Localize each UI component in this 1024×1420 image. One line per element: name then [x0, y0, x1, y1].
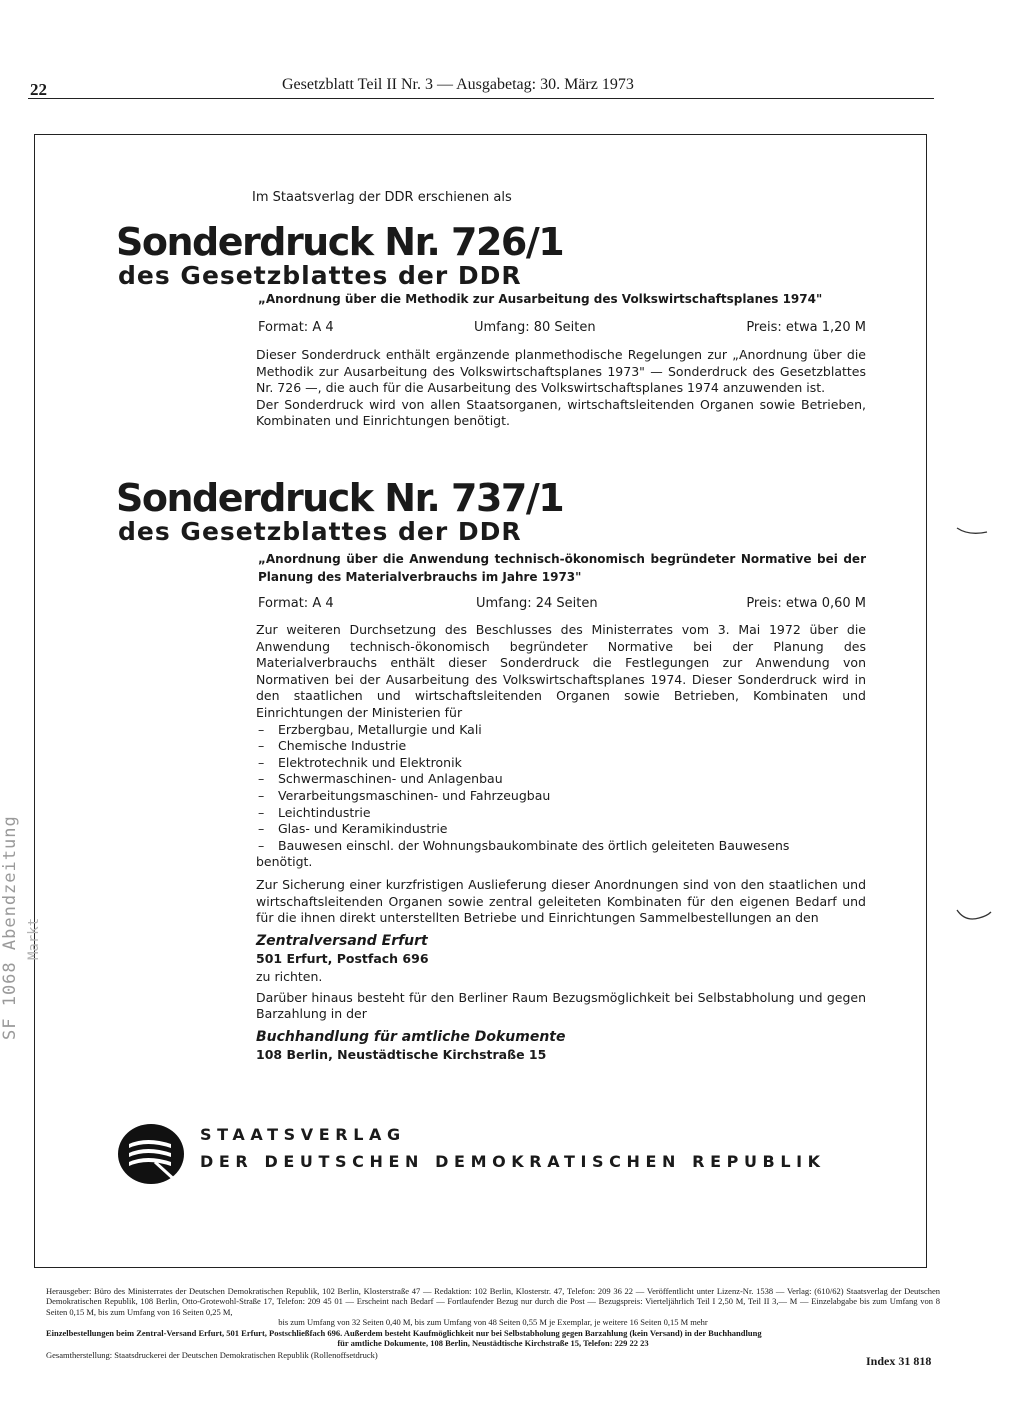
order-text: Zur Sicherung einer kurzfristigen Auslieferung dieser Anordnungen sind von den staatlichen und wirtschaftsleitenden Organen sowie zentral geleiteten Kombinaten für den eigenen Bedarf und für die ihnen direkt unterstellten Betriebe und Einrichtungen Sammelbestellungen an den [256, 876, 866, 926]
print1-body [256, 347, 866, 430]
staatsverlag-logo [117, 1122, 185, 1186]
list-item: – Elektrotechnik und Elektronik [256, 755, 866, 772]
print2-title: Sonderdruck Nr. 737/1 [116, 476, 564, 520]
archive-stamp: SF 1068 Abendzeitung [0, 815, 20, 1040]
print1-format: Format: A 4 [258, 320, 334, 335]
imprint-bookshop: für amtliche Dokumente, 108 Berlin, Neustädtische Kirchstraße 15, Telefon: 229 22 23 [337, 1338, 649, 1349]
print1-title: Sonderdruck Nr. 726/1 [116, 220, 564, 264]
list-item: – Verarbeitungsmaschinen- und Fahrzeugbau [256, 788, 866, 805]
print1-meta [258, 320, 866, 340]
list-item: – Bauwesen einschl. der Wohnungsbaukombinate des örtlich geleiteten Bauwesens [256, 838, 866, 855]
print2-body [256, 622, 866, 1064]
imprint-prices: bis zum Umfang von 32 Seiten 0,40 M, bis zum Umfang von 48 Seiten 0,55 M je Exemplar, je weitere 16 Seiten 0,15 M mehr [278, 1317, 708, 1328]
imprint-printer: Gesamtherstellung: Staatsdruckerei der Deutschen Demokratischen Republik (Rollenoffsetdruck) [46, 1350, 378, 1361]
address1-tail: zu richten. [256, 969, 323, 985]
needed-text: benötigt. [256, 854, 313, 870]
ministries-list [256, 722, 866, 855]
list-item: – Erzbergbau, Metallurgie und Kali [256, 722, 866, 739]
print1-preis: Preis: etwa 1,20 M [746, 320, 866, 335]
imprint [46, 1286, 940, 1361]
print1-subtitle: des Gesetzblattes der DDR [118, 261, 522, 290]
print2-paragraph: Zur weiteren Durchsetzung des Beschlusses des Ministerrates vom 3. Mai 1972 über die Anwendung technisch-ökonomisch begründeter Normative bei der Planung des Materialverbrauchs enthält dieser Sonderdruck die Festlegungen zur Anwendung von Normativen bei der Ausarbeitung des Volkswirtschaftsplanes 1974. Dieser Sonderdruck wird in den staatlichen und wirtschaftsleitenden Organen sowie Betrieben, Kombinaten und Einrichtungen der Ministerien für [256, 622, 866, 720]
print2-preis: Preis: etwa 0,60 M [746, 596, 866, 611]
print2-umfang: Umfang: 24 Seiten [476, 596, 598, 611]
print1-quote: „Anordnung über die Methodik zur Ausarbeitung des Volkswirtschaftsplanes 1974" [258, 292, 823, 306]
address2-name: Buchhandlung für amtliche Dokumente [256, 1029, 566, 1046]
print2-meta [258, 596, 866, 616]
index-number: Index 31 818 [866, 1354, 932, 1368]
print2-subtitle: des Gesetzblattes der DDR [118, 517, 522, 546]
print2-quote: „Anordnung über die Anwendung technisch-ökonomisch begründeter Normative bei der Planung des Materialverbrauchs im Jahre 1973" [258, 552, 866, 584]
berlin-text: Darüber hinaus besteht für den Berliner Raum Bezugsmöglichkeit bei Selbstabholung und gegen Barzahlung in der [256, 989, 866, 1022]
intro-text: Im Staatsverlag der DDR erschienen als [252, 190, 512, 205]
list-item: – Schwermaschinen- und Anlagenbau [256, 771, 866, 788]
print1-paragraph: Der Sonderdruck wird von allen Staatsorganen, wirtschaftsleitenden Organen sowie Betrieben, Kombinaten und Einrichtungen benötigt. [256, 396, 866, 429]
list-item: – Chemische Industrie [256, 738, 866, 755]
running-head: Gesetzblatt Teil II Nr. 3 — Ausgabetag: 30. März 1973 [282, 76, 634, 93]
print1-paragraph: Dieser Sonderdruck enthält ergänzende planmethodische Regelungen zur „Anordnung über die Methodik zur Ausarbeitung des Volkswirtschaftsplanes 1973" — Sonderdruck des Gesetzblattes Nr. 726 —, die auch für die Ausarbeitung des Volkswirtschaftsplanes 1974 anzuwenden ist. [256, 347, 866, 396]
margin-mark [955, 524, 991, 540]
archive-stamp-secondary: Markt [26, 917, 42, 960]
publisher-line-1: STAATSVERLAG [200, 1125, 406, 1144]
header-rule [28, 98, 934, 99]
address1-name: Zentralversand Erfurt [256, 932, 428, 949]
imprint-publisher: Herausgeber: Büro des Ministerrates der Deutschen Demokratischen Republik, 102 Berlin, Klosterstraße 47 — Redaktion: 102 Berlin, Klosterstr. 47, Telefon: 209 36 22 — Veröffentlicht unter Lizenz-Nr. 1538 — Verlag: (610/62) Staatsverlag der Deutschen Demokratischen Republik, 108 Berlin, Otto-Grotewohl-Straße 17, Telefon: 209 45 01 — Erscheint nach Bedarf — Fortlaufender Bezug nur durch die Post — Bezugspreis: Vierteljährlich Teil I 2,50 M, Teil II 3,— M — Einzelabgabe bis zum Umfang von 8 Seiten 0,15 M, bis zum Umfang von 16 Seiten 0,25 M, [46, 1286, 940, 1317]
publisher-line-2: DER DEUTSCHEN DEMOKRATISCHEN REPUBLIK [200, 1152, 826, 1171]
print1-umfang: Umfang: 80 Seiten [474, 320, 596, 335]
address1-line: 501 Erfurt, Postfach 696 [256, 950, 429, 966]
address2-line: 108 Berlin, Neustädtische Kirchstraße 15 [256, 1047, 547, 1063]
imprint-orders: Einzelbestellungen beim Zentral-Versand Erfurt, 501 Erfurt, Postschließfach 696. Außerdem besteht Kaufmöglichkeit nur bei Selbstabholung gegen Barzahlung (kein Versand) in der Buchhandlung [46, 1327, 762, 1338]
list-item: – Leichtindustrie [256, 805, 866, 822]
page-number: 22 [30, 80, 47, 99]
print2-format: Format: A 4 [258, 596, 334, 611]
margin-mark [955, 906, 995, 926]
list-item: – Glas- und Keramikindustrie [256, 821, 866, 838]
